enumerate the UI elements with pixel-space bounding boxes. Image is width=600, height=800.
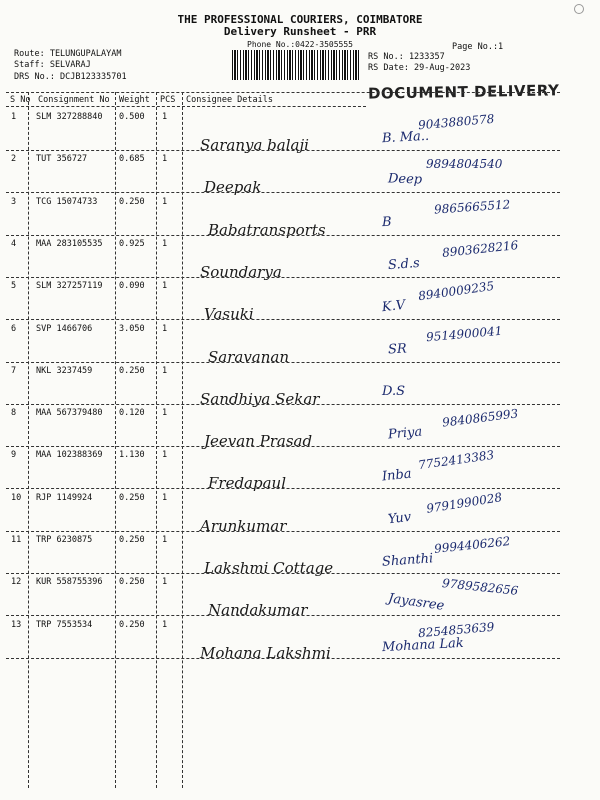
row-sno: 1 (11, 112, 17, 122)
row-signature: B. Ma.. (381, 128, 430, 147)
row-divider (6, 277, 560, 278)
barcode (232, 50, 360, 80)
row-consignment: TRP 7553534 (36, 619, 93, 630)
row-consignee-name: Nandakumar (208, 601, 308, 620)
sheet-title: Delivery Runsheet - PRR (223, 25, 377, 38)
row-phone: 8940009235 (417, 278, 495, 304)
row-divider (6, 531, 560, 532)
row-phone: 7752413383 (417, 448, 495, 473)
row-sno: 13 (11, 619, 22, 630)
row-consignee-name: Deepak (204, 178, 262, 197)
row-divider (6, 615, 560, 616)
row-divider (6, 446, 560, 447)
row-divider (6, 573, 560, 574)
row-phone: 8903628216 (441, 237, 519, 260)
row-pcs: 1 (162, 112, 168, 122)
row-weight: 0.090 (119, 281, 145, 292)
row-divider (6, 404, 560, 405)
row-signature: K.V (381, 298, 406, 316)
row-signature: Mohana Lak (381, 635, 465, 655)
row-signature: B (381, 214, 392, 230)
col-pcs: PCS (160, 95, 176, 105)
row-sno: 2 (11, 154, 17, 165)
row-signature: D.S (382, 383, 405, 399)
row-signature: Shanthi (381, 551, 434, 570)
rs-date: RS Date: 29-Aug-2023 (368, 63, 471, 73)
row-weight: 0.250 (119, 365, 145, 376)
row-consignment: SVP 1466706 (36, 323, 93, 334)
row-divider (6, 319, 560, 320)
row-divider (6, 362, 560, 363)
row-divider (6, 235, 560, 236)
row-phone: 9865665512 (433, 196, 511, 217)
row-consignee-name: Sandhiya Sekar (200, 389, 320, 408)
row-phone: 8254853639 (417, 619, 495, 640)
row-weight: 0.925 (119, 238, 145, 249)
row-pcs: 1 (162, 492, 168, 503)
drs-number: DRS No.: DCJB123335701 (14, 72, 127, 82)
col-weight: Weight (119, 95, 150, 105)
row-sno: 8 (11, 408, 17, 419)
row-pcs: 1 (162, 238, 168, 249)
row-weight: 0.250 (119, 577, 145, 588)
row-sno: 7 (11, 365, 17, 376)
col-divider (182, 92, 183, 788)
row-signature: Yuv (387, 509, 412, 528)
row-sno: 10 (11, 492, 22, 503)
row-consignment: NKL 3237459 (36, 365, 93, 376)
row-weight: 3.050 (119, 323, 145, 334)
row-sno: 4 (11, 238, 17, 249)
row-phone: 9043880578 (417, 111, 495, 133)
row-signature: Deep (387, 171, 423, 188)
col-consignment: Consignment No (38, 95, 110, 105)
row-weight: 0.250 (119, 196, 145, 207)
company-name: THE PROFESSIONAL COURIERS, COIMBATORE (177, 13, 423, 26)
row-consignment: TCG 15074733 (36, 196, 98, 207)
row-consignment: TUT 356727 (36, 154, 88, 165)
row-sno: 11 (11, 535, 22, 545)
row-signature: Priya (387, 424, 423, 443)
row-sno: 6 (11, 323, 17, 334)
staff: Staff: SELVARAJ (14, 60, 91, 70)
row-consignee-name: Jeevan Prasad (204, 432, 313, 451)
row-pcs: 1 (162, 408, 168, 419)
row-consignee-name: Fredapaul (208, 474, 287, 493)
row-sno: 9 (11, 450, 17, 461)
row-weight: 0.250 (119, 492, 145, 503)
rs-number: RS No.: 1233357 (368, 52, 445, 62)
row-sno: 5 (11, 281, 17, 292)
route: Route: TELUNGUPALAYAM (14, 49, 122, 59)
row-pcs: 1 (162, 281, 168, 292)
row-signature: S.d.s (387, 255, 421, 273)
col-sno: S No (10, 95, 31, 105)
phone-number: Phone No.:0422-3505555 (247, 40, 353, 49)
row-consignment: TRP 6230875 (36, 535, 93, 545)
row-divider (6, 658, 560, 659)
row-divider (6, 488, 560, 489)
row-phone: 9791990028 (425, 489, 503, 516)
row-pcs: 1 (162, 619, 168, 630)
row-phone: 9994406262 (433, 534, 511, 556)
header-top-rule (6, 92, 560, 93)
row-weight: 1.130 (119, 450, 145, 461)
row-consignee-name: Soundarya (200, 262, 282, 281)
row-consignee-name: Saranya balaji (200, 136, 309, 154)
row-signature: SR (387, 341, 408, 357)
row-consignee-name: Babatransports (208, 220, 326, 239)
col-divider (28, 92, 29, 788)
row-weight: 0.250 (119, 535, 145, 545)
row-consignment: SLM 327288840 (36, 112, 103, 122)
row-phone: 9789582656 (441, 576, 519, 599)
row-pcs: 1 (162, 323, 168, 334)
row-signature: Jayasree (387, 591, 446, 615)
row-consignee-name: Vasuki (204, 305, 254, 324)
row-phone: 9514900041 (425, 323, 503, 344)
col-divider (156, 92, 157, 788)
col-consignee: Consignee Details (186, 95, 273, 105)
row-consignee-name: Mohana Lakshmi (200, 643, 331, 662)
row-consignment: MAA 102388369 (36, 450, 103, 461)
row-sno: 3 (11, 196, 17, 207)
row-consignee-name: Saravanan (208, 347, 290, 366)
row-phone: 9894804540 (426, 157, 503, 172)
row-pcs: 1 (162, 577, 168, 588)
row-pcs: 1 (162, 154, 168, 165)
row-weight: 0.500 (119, 112, 145, 122)
row-weight: 0.685 (119, 154, 145, 165)
col-divider (115, 92, 116, 788)
row-phone: 9840865993 (441, 406, 519, 430)
row-weight: 0.120 (119, 408, 145, 419)
row-consignee-name: Lakshmi Cottage (204, 559, 334, 577)
row-consignment: MAA 283105535 (36, 238, 103, 249)
row-signature: Inba (381, 466, 413, 485)
row-consignment: SLM 327257119 (36, 281, 103, 292)
row-pcs: 1 (162, 450, 168, 461)
row-consignee-name: Arunkumar (200, 516, 287, 535)
row-sno: 12 (11, 577, 22, 588)
document-delivery-stamp: DOCUMENT DELIVERY (367, 81, 560, 103)
row-consignment: RJP 1149924 (36, 492, 93, 503)
row-weight: 0.250 (119, 619, 145, 630)
row-pcs: 1 (162, 365, 168, 376)
header-bottom-rule (6, 106, 366, 107)
row-pcs: 1 (162, 535, 168, 545)
page-number: Page No.:1 (452, 42, 504, 52)
row-consignment: KUR 558755396 (36, 577, 103, 588)
row-divider (6, 150, 560, 151)
row-divider (6, 192, 560, 193)
row-consignment: MAA 567379480 (36, 408, 103, 419)
row-pcs: 1 (162, 196, 168, 207)
